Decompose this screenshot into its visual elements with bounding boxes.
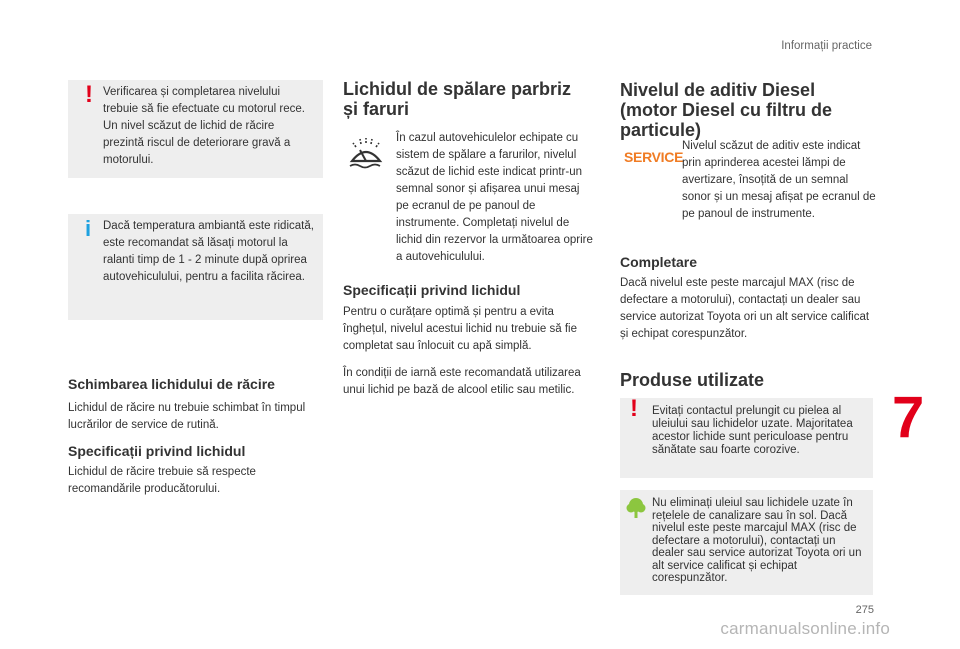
exclamation-icon: ! bbox=[85, 81, 93, 108]
warning-note bbox=[68, 80, 323, 178]
warning-note-text: Verificarea și completarea nivelului trebuie să fie efectuate cu motorul rece. Un nivel scăzut de lichid de răcire prezintă riscul de deteriorare gravă a motorului. bbox=[103, 86, 305, 166]
paragraph-additive: Nivelul scăzut de aditiv este indicat prin aprinderea acestei lămpi de avertizare, însoțită de un semnal sonor și un mesaj afișat pe ecranul de pe panoul de instrumente. bbox=[682, 140, 876, 220]
heading-coolant-change: Schimbarea lichidului de răcire bbox=[68, 376, 275, 392]
heading-products: Produse utilizate bbox=[620, 370, 765, 390]
washer-title-line2: și faruri bbox=[343, 99, 410, 119]
info-note-text: Dacă temperatura ambiantă este ridicată, este recomandat să lăsați motorul la ralanti timp de 1 - 2 minute după oprirea autovehiculului, pentru a facilita răcirea. bbox=[103, 220, 314, 283]
service-warning-icon: SERVICE bbox=[624, 149, 684, 165]
heading-coolant-spec: Specificații privind lichidul bbox=[68, 443, 246, 459]
paragraph-complete: Dacă nivelul este peste marcajul MAX (risc de defectare a motorului), contactați un dealer sau service autorizat Toyota ori un alt service calificat și echipat corespunzător. bbox=[620, 277, 870, 340]
chapter-number: 7 bbox=[892, 385, 925, 450]
additive-title-line1: Nivelul de aditiv Diesel bbox=[620, 80, 816, 100]
info-note bbox=[68, 214, 323, 320]
washer-fluid-icon bbox=[346, 133, 386, 171]
watermark: carmanualsonline.info bbox=[720, 619, 890, 638]
additive-title-line3: particule) bbox=[620, 120, 702, 140]
exclamation-icon: ! bbox=[630, 395, 638, 422]
heading-washer-spec: Specificații privind lichidul bbox=[343, 282, 521, 298]
paragraph-winter: În condiții de iarnă este recomandată utilizarea unui lichid pe bază de alcool etilic sau metilic. bbox=[343, 367, 581, 396]
paragraph-washer: În cazul autovehiculelor echipate cu sistem de spălare a farurilor, nivelul scăzut de lichid este indicat printr-un semnal sonor și afișarea unui mesaj pe ecranul de pe panoul de instrumente. Completați nivelul de lichid din rezervor la următoarea oprire a autovehiculului. bbox=[396, 132, 593, 263]
page-number: 275 bbox=[855, 604, 874, 616]
section-header: Informații practice bbox=[781, 40, 872, 52]
paragraph-washer-spec: Pentru o curățare optimă și pentru a evita înghețul, nivelul acestui lichid nu trebuie să fie completat sau înlocuit cu apă simplă. bbox=[343, 306, 577, 352]
additive-title-line2: (motor Diesel cu filtru de bbox=[620, 100, 833, 120]
paragraph-coolant-spec: Lichidul de răcire trebuie să respecte recomandările producătorului. bbox=[68, 466, 256, 495]
eco-note-text: Nu eliminați uleiul sau lichidele uzate în rețelele de canalizare sau în sol. Dacă nivelul este peste marcajul MAX (risc de defectare a motorului), contactați un dealer sau service autorizat Toyota ori un alt service calificat și echipat corespunzător. bbox=[652, 497, 862, 584]
products-warning-text: Evitați contactul prelungit cu pielea al uleiului sau lichidelor uzate. Majoritatea acestor lichide sunt periculoase pentru sănătate sau foarte corozive. bbox=[652, 405, 853, 456]
paragraph-coolant-change: Lichidul de răcire nu trebuie schimbat în timpul lucrărilor de service de rutină. bbox=[68, 402, 306, 431]
info-icon: i bbox=[85, 216, 92, 241]
eco-note bbox=[620, 490, 873, 595]
additive-title bbox=[620, 80, 880, 140]
products-warning-note bbox=[620, 395, 873, 478]
washer-title-line1: Lichidul de spălare parbriz bbox=[343, 79, 572, 99]
eco-tree-icon bbox=[625, 497, 647, 519]
washer-title bbox=[343, 79, 603, 119]
heading-complete: Completare bbox=[620, 254, 698, 270]
